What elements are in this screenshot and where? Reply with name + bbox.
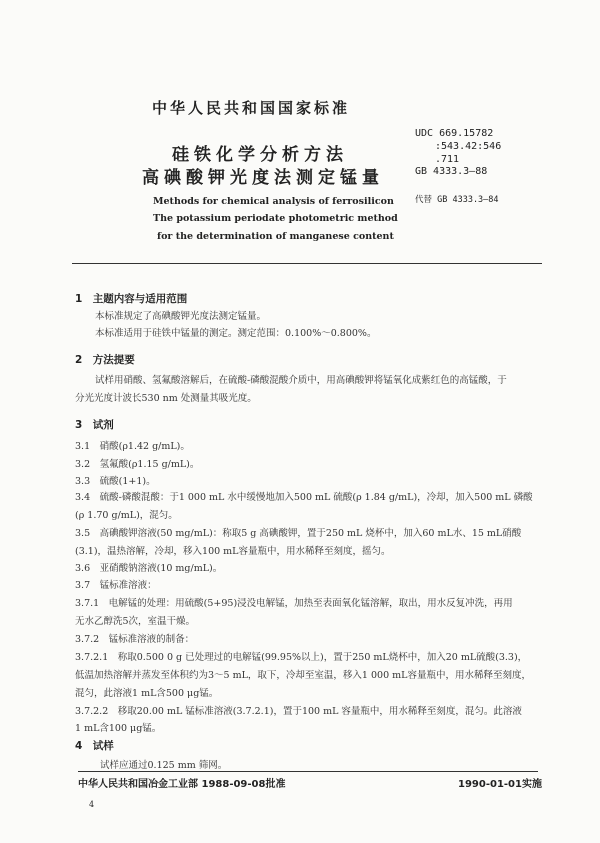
section-4-heading: 4 试样 <box>75 740 114 752</box>
section-1-line: 本标准适用于硅铁中锰量的测定。测定范围：0.100%～0.800%。 <box>95 328 377 339</box>
section-1-line: 本标准规定了高碘酸钾光度法测定锰量。 <box>95 311 267 322</box>
national-standard-label: 中华人民共和国国家标准 <box>152 99 351 117</box>
section-2-heading: 2 方法提要 <box>75 354 135 366</box>
title-cn-line-2: 高碘酸钾光度法测定锰量 <box>142 168 384 188</box>
section-2-line: 分光光度计波长530 nm 处测量其吸光度。 <box>75 393 257 404</box>
reagent-line: (ρ 1.70 g/mL)，混匀。 <box>75 510 178 521</box>
reagent-line: 3.7 锰标准溶液： <box>75 580 157 591</box>
section-2-line: 试样用硝酸、氢氟酸溶解后，在硫酸-磷酸混酸介质中，用高碘酸钾将锰氧化成紫红色的高锰酸，于 <box>95 375 507 386</box>
reagent-line: 3.7.2 锰标准溶液的制备： <box>75 634 195 645</box>
approval-statement: 中华人民共和国冶金工业部 1988-09-08批准 <box>78 779 286 790</box>
header-divider <box>72 263 542 264</box>
footer-divider <box>78 771 538 772</box>
section-4-line: 试样应通过0.125 mm 筛网。 <box>100 760 228 771</box>
section-1-heading: 1 主题内容与适用范围 <box>75 293 188 305</box>
reagent-line: 低温加热溶解并蒸发至体积约为3～5 mL，取下，冷却至室温，移入1 000 mL容量瓶中，用水稀释至刻度， <box>75 670 531 681</box>
reagent-line: 无水乙醇洗5次，室温干燥。 <box>75 616 196 627</box>
reagent-line: 3.1 硝酸(ρ1.42 g/mL)。 <box>75 441 190 452</box>
reagent-line: 3.6 亚硝酸钠溶液(10 mg/mL)。 <box>75 563 223 574</box>
page-number: 4 <box>89 800 95 809</box>
reagent-line: 3.2 氢氟酸(ρ1.15 g/mL)。 <box>75 459 200 470</box>
title-en-line-3: for the determination of manganese content <box>157 231 394 242</box>
reagent-line: (3.1)，温热溶解，冷却，移入100 mL容量瓶中，用水稀释至刻度，摇匀。 <box>75 546 391 557</box>
reagent-line: 3.4 硫酸-磷酸混酸：于1 000 mL 水中缓慢地加入500 mL 硫酸(ρ 1.84 g/mL)，冷却，加入500 mL 磷酸 <box>75 492 533 503</box>
title-cn-line-1: 硅铁化学分析方法 <box>172 145 348 165</box>
effective-date: 1990-01-01实施 <box>458 779 542 790</box>
title-en-line-2: The potassium periodate photometric method <box>153 213 398 224</box>
section-3-heading: 3 试剂 <box>75 419 114 431</box>
reagent-line: 3.7.1 电解锰的处理：用硫酸(5+95)浸没电解锰，加热至表面氧化锰溶解，取出，用水反复冲洗，再用 <box>75 598 513 609</box>
reagent-line: 3.7.2.2 移取20.00 mL 锰标准溶液(3.7.2.1)，置于100 mL 容量瓶中，用水稀释至刻度，混匀。此溶液 <box>75 706 522 717</box>
udc-code-line-3: .711 <box>435 154 460 165</box>
udc-code-line-1: UDC 669.15782 <box>415 128 494 139</box>
reagent-line: 3.5 高碘酸钾溶液(50 mg/mL)：称取5 g 高碘酸钾，置于250 mL 烧杯中，加入60 mL水、15 mL硝酸 <box>75 528 522 539</box>
udc-code-line-2: :543.42:546 <box>435 141 502 152</box>
reagent-line: 混匀，此溶液1 mL含500 μg锰。 <box>75 688 219 699</box>
gb-number: GB 4333.3—88 <box>415 166 488 177</box>
reagent-line: 1 mL含100 μg锰。 <box>75 723 162 734</box>
title-en-line-1: Methods for chemical analysis of ferrosilicon <box>153 196 394 207</box>
reagent-line: 3.7.2.1 称取0.500 0 g 已处理过的电解锰(99.95%以上)，置于250 mL烧杯中，加入20 mL硫酸(3.3)， <box>75 652 528 663</box>
reagent-line: 3.3 硫酸(1+1)。 <box>75 476 156 487</box>
replaces-standard: 代替 GB 4333.3—84 <box>415 195 499 205</box>
